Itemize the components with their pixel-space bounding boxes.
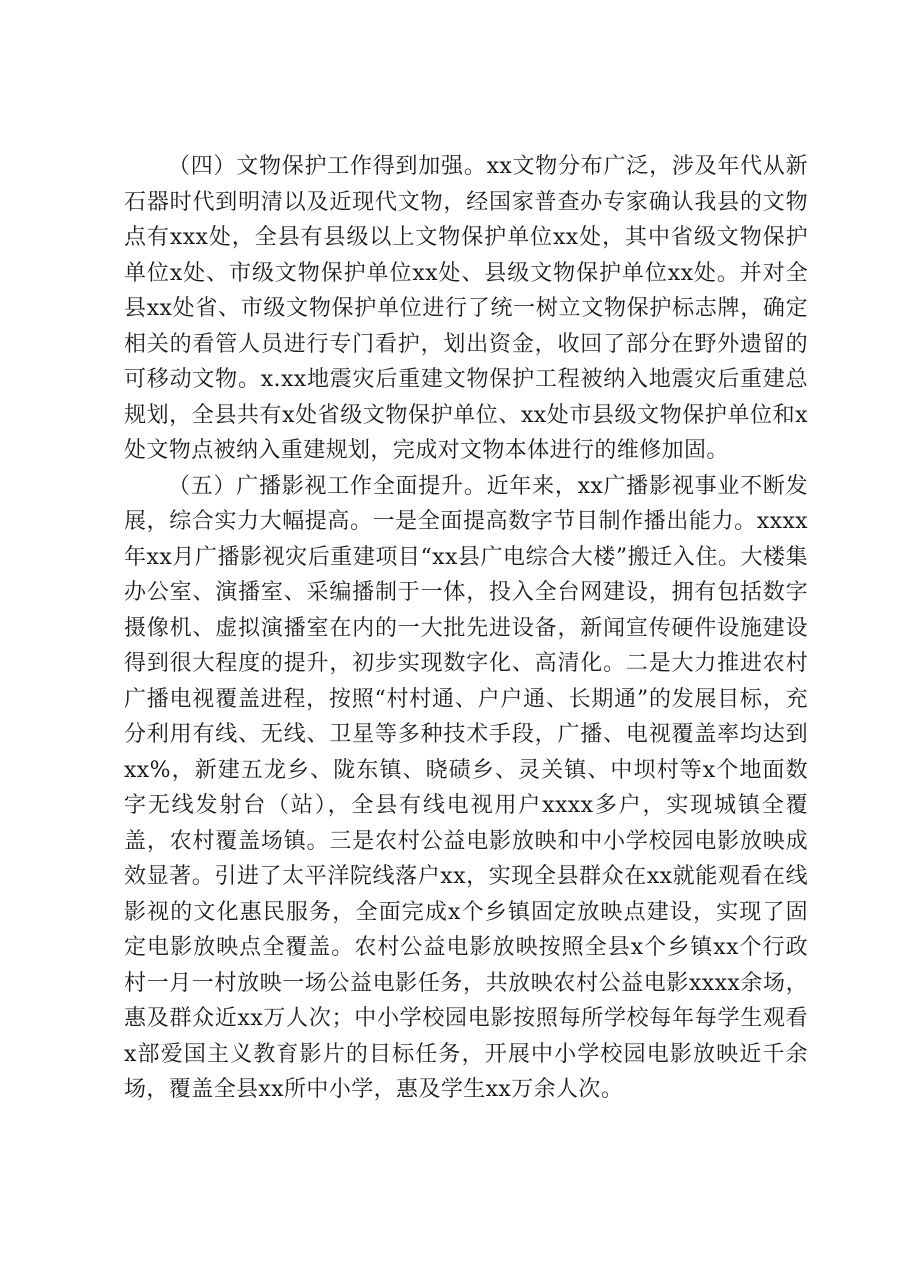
- body-text: [124, 149, 808, 1108]
- paragraph-broadcasting: （五）广播影视工作全面提升。近年来，xx广播影视事业不断发展，综合实力大幅提高。一是全面提高数字节目制作播出能力。xxxx年xx月广播影视灾后重建项目“xx县广电综合大楼”搬迁入住。大楼集办公室、演播室、采编播制于一体，投入全台网建设，拥有包括数字摄像机、虚拟演播室在内的一大批先进设备，新闻宣传硬件设施建设得到很大程度的提升，初步实现数字化、高清化。二是大力推进农村广播电视覆盖进程，按照“村村通、户户通、长期通”的发展目标，充分利用有线、无线、卫星等多种技术手段，广播、电视覆盖率均达到xx%，新建五龙乡、陇东镇、晓碛乡、灵关镇、中坝村等x个地面数字无线发射台（站），全县有线电视用户xxxx多户，实现城镇全覆盖，农村覆盖场镇。三是农村公益电影放映和中小学校园电影放映成效显著。引进了太平洋院线落户xx，实现全县群众在xx就能观看在线影视的文化惠民服务，全面完成x个乡镇固定放映点建设，实现了固定电影放映点全覆盖。农村公益电影放映按照全县x个乡镇xx个行政村一月一村放映一场公益电影任务，共放映农村公益电影xxxx余场，惠及群众近xx万人次；中小学校园电影按照每所学校每年每学生观看x部爱国主义教育影片的目标任务，开展中小学校园电影放映近千余场，覆盖全县xx所中小学，惠及学生xx万余人次。: [124, 473, 808, 1102]
- paragraph-cultural-relics: （四）文物保护工作得到加强。xx文物分布广泛，涉及年代从新石器时代到明清以及近现代文物，经国家普查办专家确认我县的文物点有xxx处，全县有县级以上文物保护单位xx处，其中省级文物保护单位x处、市级文物保护单位xx处、县级文物保护单位xx处。并对全县xx处省、市级文物保护单位进行了统一树立文物保护标志牌，确定相关的看管人员进行专门看护，划出资金，收回了部分在野外遗留的可移动文物。x.xx地震灾后重建文物保护工程被纳入地震灾后重建总规划，全县共有x处省级文物保护单位、xx处市县级文物保护单位和x处文物点被纳入重建规划，完成对文物本体进行的维修加固。: [124, 154, 808, 463]
